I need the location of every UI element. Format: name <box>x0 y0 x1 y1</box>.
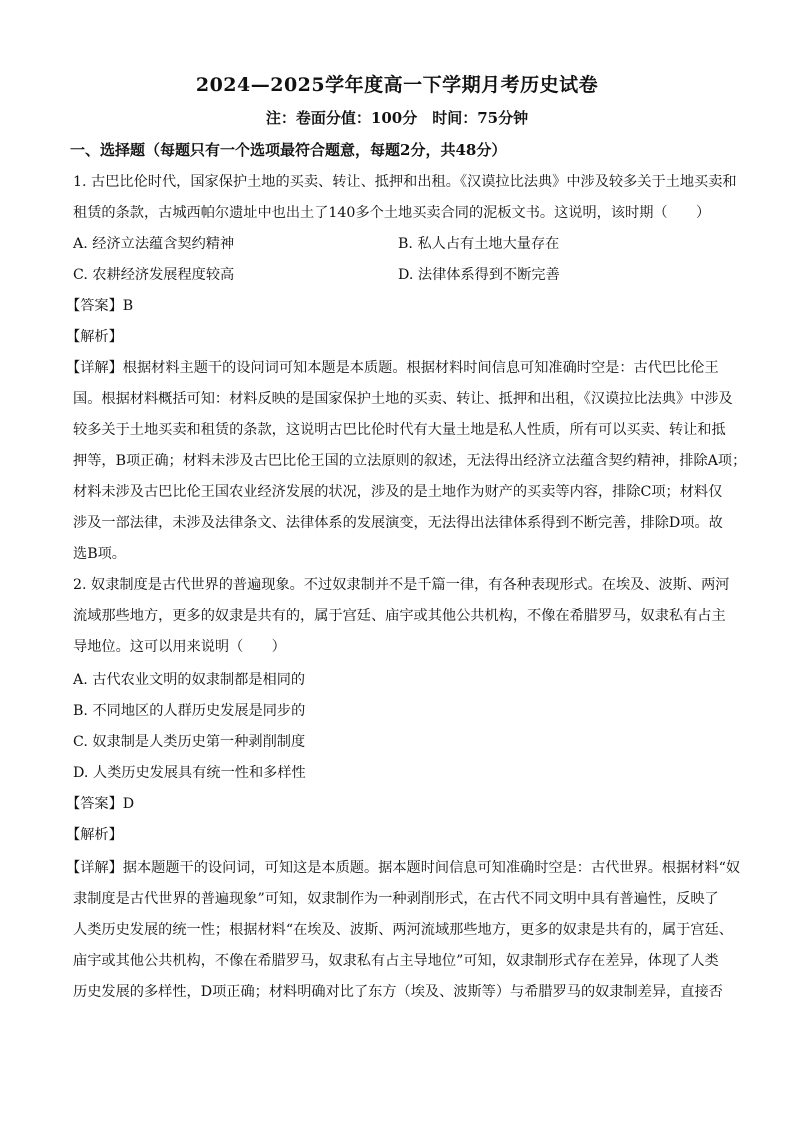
q1-analysis-label: 【解析】 <box>66 329 123 345</box>
q2-stem-line-1: 2. 奴隶制度是古代世界的普遍现象。不过奴隶制并不是千篇一律，有各种表现形式。在埃及、波斯、两河 <box>73 577 730 593</box>
q1-detail-line-6: 涉及一部法律，未涉及法律条文、法律体系的发展演变，无法得出法律体系得到不断完善，排除D项。故 <box>73 515 723 531</box>
q2-detail-line-3: 人类历史发展的统一性；根据材料“在埃及、波斯、两河流域那些地方，更多的奴隶是共有的，属于宫廷、 <box>73 922 733 938</box>
q2-option-c: C. 奴隶制是人类历史第一种剥削制度 <box>73 734 306 750</box>
q1-answer: 【答案】B <box>66 298 134 314</box>
q2-stem-line-3: 导地位。这可以用来说明（ ） <box>73 639 286 655</box>
page-title: 2024—2025学年度高一下学期月考历史试卷 <box>195 74 599 96</box>
q1-detail-line-7: 选B项。 <box>73 546 126 562</box>
q2-detail-line-1: 【详解】据本题题干的设问词，可知这是本质题。据本题时间信息可知准确时空是：古代世界。根据材料“奴 <box>66 860 741 876</box>
q1-stem-line-2: 租赁的条款，古城西帕尔遗址中也出土了140多个土地买卖合同的泥板文书。这说明，该时期（ ） <box>73 205 711 221</box>
q1-detail-line-5: 材料未涉及古巴比伦王国农业经济发展的状况，涉及的是土地作为财产的买卖等内容，排除C项；材料仅 <box>73 484 723 500</box>
q1-option-a: A. 经济立法蕴含契约精神 <box>73 236 235 252</box>
q1-option-c: C. 农耕经济发展程度较高 <box>73 267 235 283</box>
exam-note: 注：卷面分值：100分 时间：75分钟 <box>265 109 529 127</box>
section-heading: 一、选择题（每题只有一个选项最符合题意，每题2分，共48分） <box>70 141 507 159</box>
q1-detail-line-3: 较多关于土地买卖和租赁的条款，这说明古巴比伦时代有大量土地是私人性质，所有可以买卖、转让和抵 <box>73 422 726 438</box>
q2-option-a: A. 古代农业文明的奴隶制都是相同的 <box>73 672 306 688</box>
q1-stem-line-1: 1. 古巴比伦时代，国家保护土地的买卖、转让、抵押和出租。《汉谟拉比法典》中涉及较多关于土地买卖和 <box>73 174 737 190</box>
q2-detail-line-4: 庙宇或其他公共机构，不像在希腊罗马，奴隶私有占主导地位”可知，奴隶制形式存在差异，体现了人类 <box>73 953 719 969</box>
q1-detail-line-1: 【详解】根据材料主题干的设问词可知本题是本质题。根据材料时间信息可知准确时空是：古代巴比伦王 <box>66 360 719 376</box>
q1-option-b: B. 私人占有土地大量存在 <box>398 236 560 252</box>
q2-option-b: B. 不同地区的人群历史发展是同步的 <box>73 703 306 719</box>
q2-option-d: D. 人类历史发展具有统一性和多样性 <box>73 765 306 781</box>
q1-detail-line-2: 国。根据材料概括可知：材料反映的是国家保护土地的买卖、转让、抵押和出租，《汉谟拉比法典》中涉及 <box>73 391 733 407</box>
q2-answer: 【答案】D <box>66 796 135 812</box>
q2-detail-line-2: 隶制度是古代世界的普遍现象”可知，奴隶制作为一种剥削形式，在古代不同文明中具有普遍性，反映了 <box>73 891 719 907</box>
q2-stem-line-2: 流域那些地方，更多的奴隶是共有的，属于宫廷、庙宇或其他公共机构，不像在希腊罗马，奴隶私有占主 <box>73 608 726 624</box>
q2-detail-line-5: 历史发展的多样性，D项正确；材料明确对比了东方（埃及、波斯等）与希腊罗马的奴隶制差异，直接否 <box>73 984 723 1000</box>
q1-detail-line-4: 押等，B项正确；材料未涉及古巴比伦王国的立法原则的叙述，无法得出经济立法蕴含契约精神，排除A项； <box>73 453 747 469</box>
q2-analysis-label: 【解析】 <box>66 827 123 843</box>
q1-option-d: D. 法律体系得到不断完善 <box>398 267 560 283</box>
